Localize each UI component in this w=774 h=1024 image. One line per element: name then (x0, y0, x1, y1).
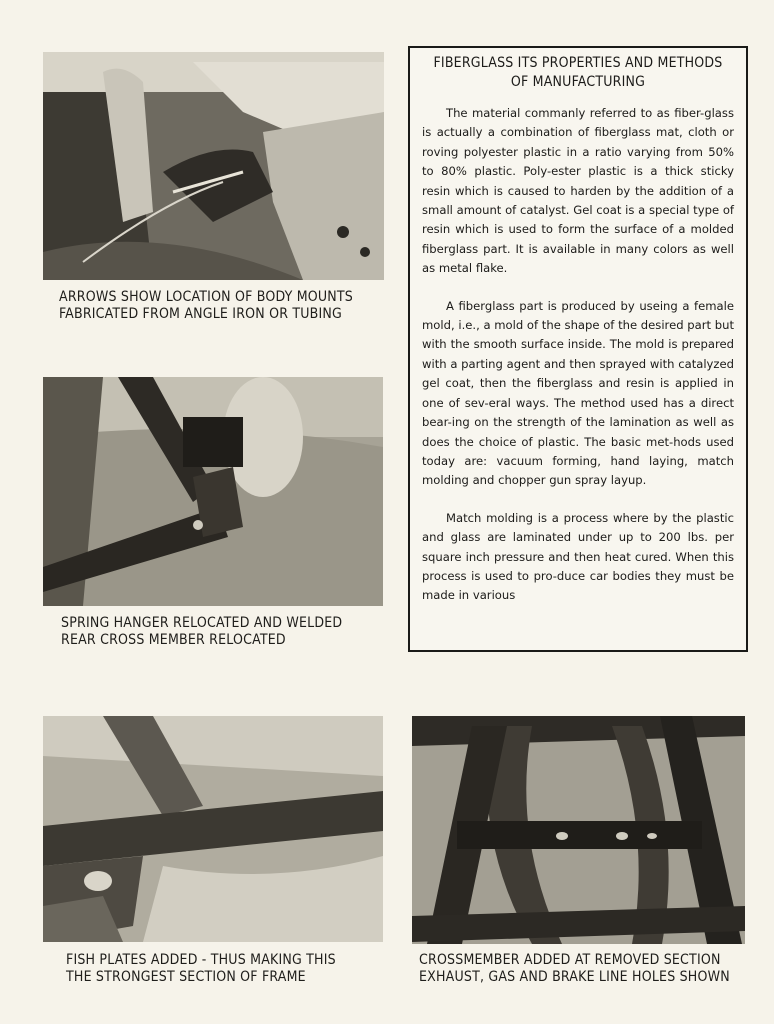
caption-crossmember (419, 952, 730, 986)
photo-fish-plates (43, 716, 383, 942)
article-paragraph: A fiberglass part is produced by useing a female mold, i.e., a mold of the shape of the desired part but with the smooth surface inside. The mold is prepared with a parting agent and then sprayed with catalyzed gel coat, then the fiberglass and resin is applied in one of sev-eral ways. The method used has a direct bear-ing on the strength of the lamination as well as does the choice of plastic. The basic met-hods used today are: vacuum forming, hand laying, match molding and chopper gun spray layup. (422, 298, 734, 488)
article-title-line: OF MANUFACTURING (510, 74, 646, 90)
photo-spring-hanger (43, 377, 383, 606)
photo-body-mounts (43, 52, 384, 280)
caption-line: EXHAUST, GAS AND BRAKE LINE HOLES SHOWN (419, 969, 730, 985)
article-title (422, 54, 734, 92)
article-title-line: FIBERGLASS ITS PROPERTIES AND METHODS (433, 55, 723, 71)
photo-crossmember (412, 716, 745, 944)
caption-line: THE STRONGEST SECTION OF FRAME (66, 969, 306, 985)
caption-spring-hanger (61, 615, 342, 649)
caption-line: REAR CROSS MEMBER RELOCATED (61, 632, 286, 648)
caption-line: ARROWS SHOW LOCATION OF BODY MOUNTS (59, 289, 353, 305)
article-fiberglass (408, 46, 748, 652)
caption-line: SPRING HANGER RELOCATED AND WELDED (61, 615, 343, 631)
caption-fish-plates (66, 952, 336, 986)
caption-line: FABRICATED FROM ANGLE IRON OR TUBING (59, 306, 342, 322)
article-paragraph: The material commanly referred to as fiber-glass is actually a combination of fiberglass mat, cloth or roving polyester plastic in a ratio varying from 50% to 80% plastic. Poly-ester plastic is a thick sticky resin which is caused to harden by the addition of a small amount of catalyst. Gel coat is a special type of resin which is used to form the surface of a molded fiberglass part. It is available in many colors as well as metal flake. (422, 106, 734, 276)
article-paragraph: Match molding is a process where by the plastic and glass are laminated under up to 200 lbs. per square inch pressure and then heat cured. When this process is used to pro-duce car bodies they must be made in various (422, 510, 734, 603)
caption-line: CROSSMEMBER ADDED AT REMOVED SECTION (419, 952, 721, 968)
caption-line: FISH PLATES ADDED - THUS MAKING THIS (66, 952, 336, 968)
caption-body-mounts (59, 289, 353, 323)
